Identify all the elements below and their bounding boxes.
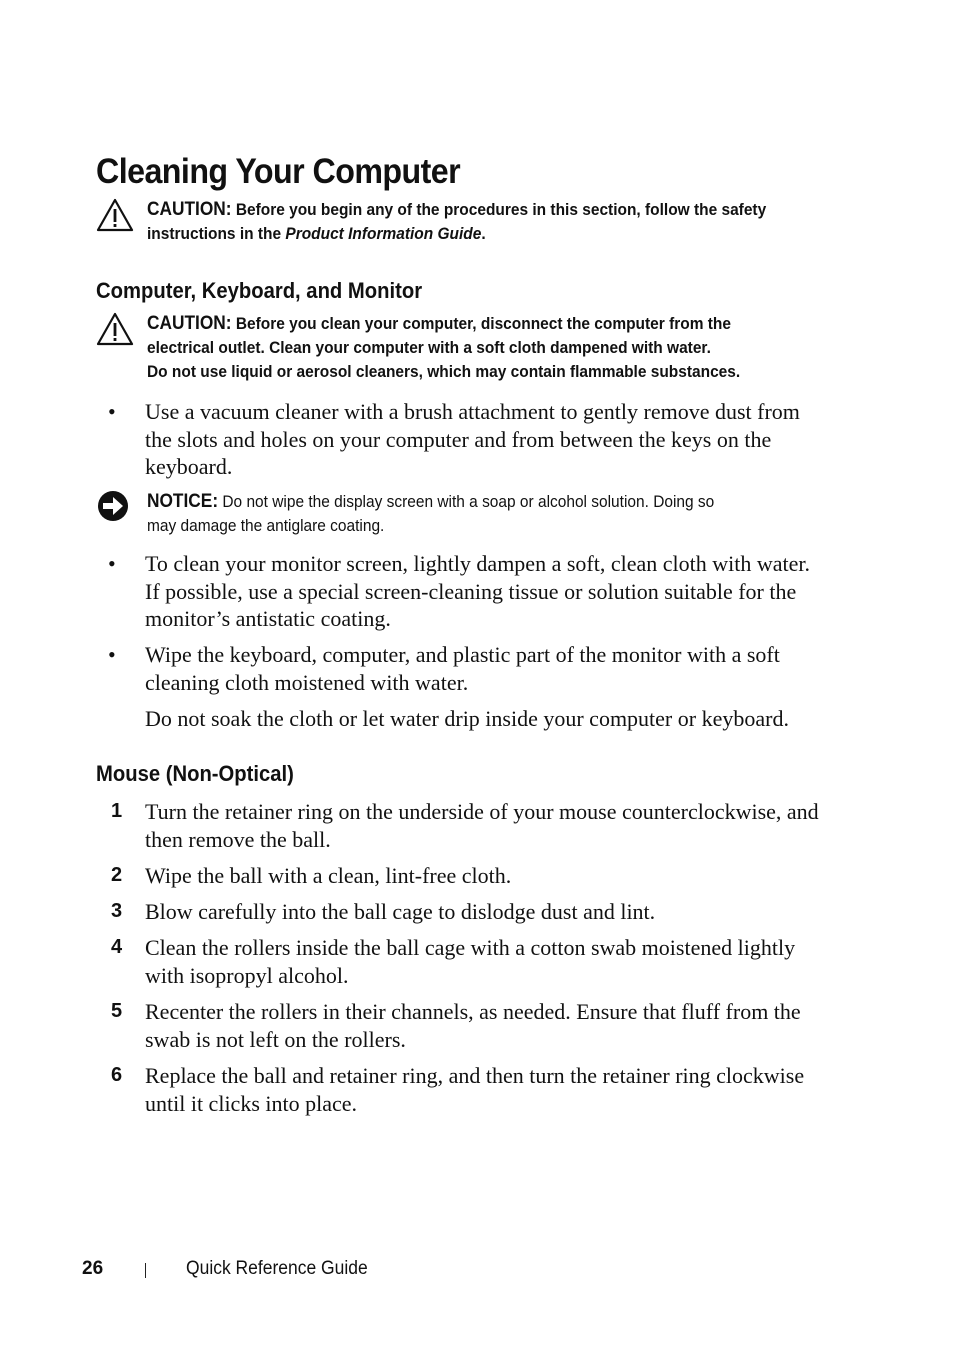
footer-divider <box>145 1263 146 1278</box>
step-number: 5 <box>111 1000 123 1022</box>
step-text: Replace the ball and retainer ring, and then turn the retainer ring clockwise until it clicks into place. <box>145 1063 805 1116</box>
footer-guide-name: Quick Reference Guide <box>186 1258 368 1279</box>
list-item: To clean your monitor screen, lightly dampen a soft, clean cloth with water. If possible, use a special screen-cleaning tissue or solution suitable for the monitor’s antistatic coating. <box>145 551 810 631</box>
notice-text: NOTICE: Do not wipe the display screen with a soap or alcohol solution. Doing so may damage the antiglare coating. <box>147 491 715 535</box>
caution-label: CAUTION: <box>147 199 232 220</box>
bullet-marker: • <box>108 642 116 667</box>
caution-body: Before you begin any of the procedures in this section, follow the safety instructions in the <box>147 200 767 243</box>
bullet-marker: • <box>108 399 116 424</box>
step-text: Wipe the ball with a clean, lint-free cloth. <box>145 863 512 888</box>
step-number: 2 <box>111 864 123 886</box>
step-number: 6 <box>111 1064 123 1086</box>
step-text: Blow carefully into the ball cage to dislodge dust and lint. <box>145 899 656 924</box>
product-information-guide-title: Product Information Guide <box>285 224 482 243</box>
list-item: Wipe the keyboard, computer, and plastic part of the monitor with a soft cleaning cloth moistened with water. <box>145 642 780 695</box>
section-heading-computer-keyboard-monitor: Computer, Keyboard, and Monitor <box>96 278 423 303</box>
notice-label: NOTICE: <box>147 491 219 512</box>
notice-arrow-icon <box>96 490 134 524</box>
caution-text: CAUTION: Before you clean your computer, disconnect the computer from the electrical outlet. Clean your computer with a soft cloth dampened with water. Do not use liquid or aerosol cleaners, which may contain flammable substances. <box>147 313 741 381</box>
caution-label: CAUTION: <box>147 313 232 334</box>
step-text: Recenter the rollers in their channels, as needed. Ensure that fluff from the swab is not left on the rollers. <box>145 999 801 1052</box>
step-number: 1 <box>111 800 123 822</box>
bullet-marker: • <box>108 551 116 576</box>
paragraph: Do not soak the cloth or let water drip inside your computer or keyboard. <box>145 706 789 731</box>
page-number: 26 <box>82 1258 104 1279</box>
step-text: Turn the retainer ring on the underside of your mouse counterclockwise, and then remove the ball. <box>145 799 819 852</box>
step-number: 3 <box>111 900 123 922</box>
warning-triangle-icon <box>96 312 134 346</box>
step-text: Clean the rollers inside the ball cage with a cotton swab moistened lightly with isopropyl alcohol. <box>145 935 796 988</box>
caution-text: CAUTION: Before you begin any of the procedures in this section, follow the safety instructions in the Product Information Guide. <box>147 199 767 243</box>
warning-triangle-icon <box>96 198 134 232</box>
step-number: 4 <box>111 936 123 958</box>
list-item: Use a vacuum cleaner with a brush attachment to gently remove dust from the slots and holes on your computer and from between the keys on the keyboard. <box>145 399 800 479</box>
section-heading-mouse: Mouse (Non-Optical) <box>96 761 294 786</box>
page-title: Cleaning Your Computer <box>96 152 461 191</box>
